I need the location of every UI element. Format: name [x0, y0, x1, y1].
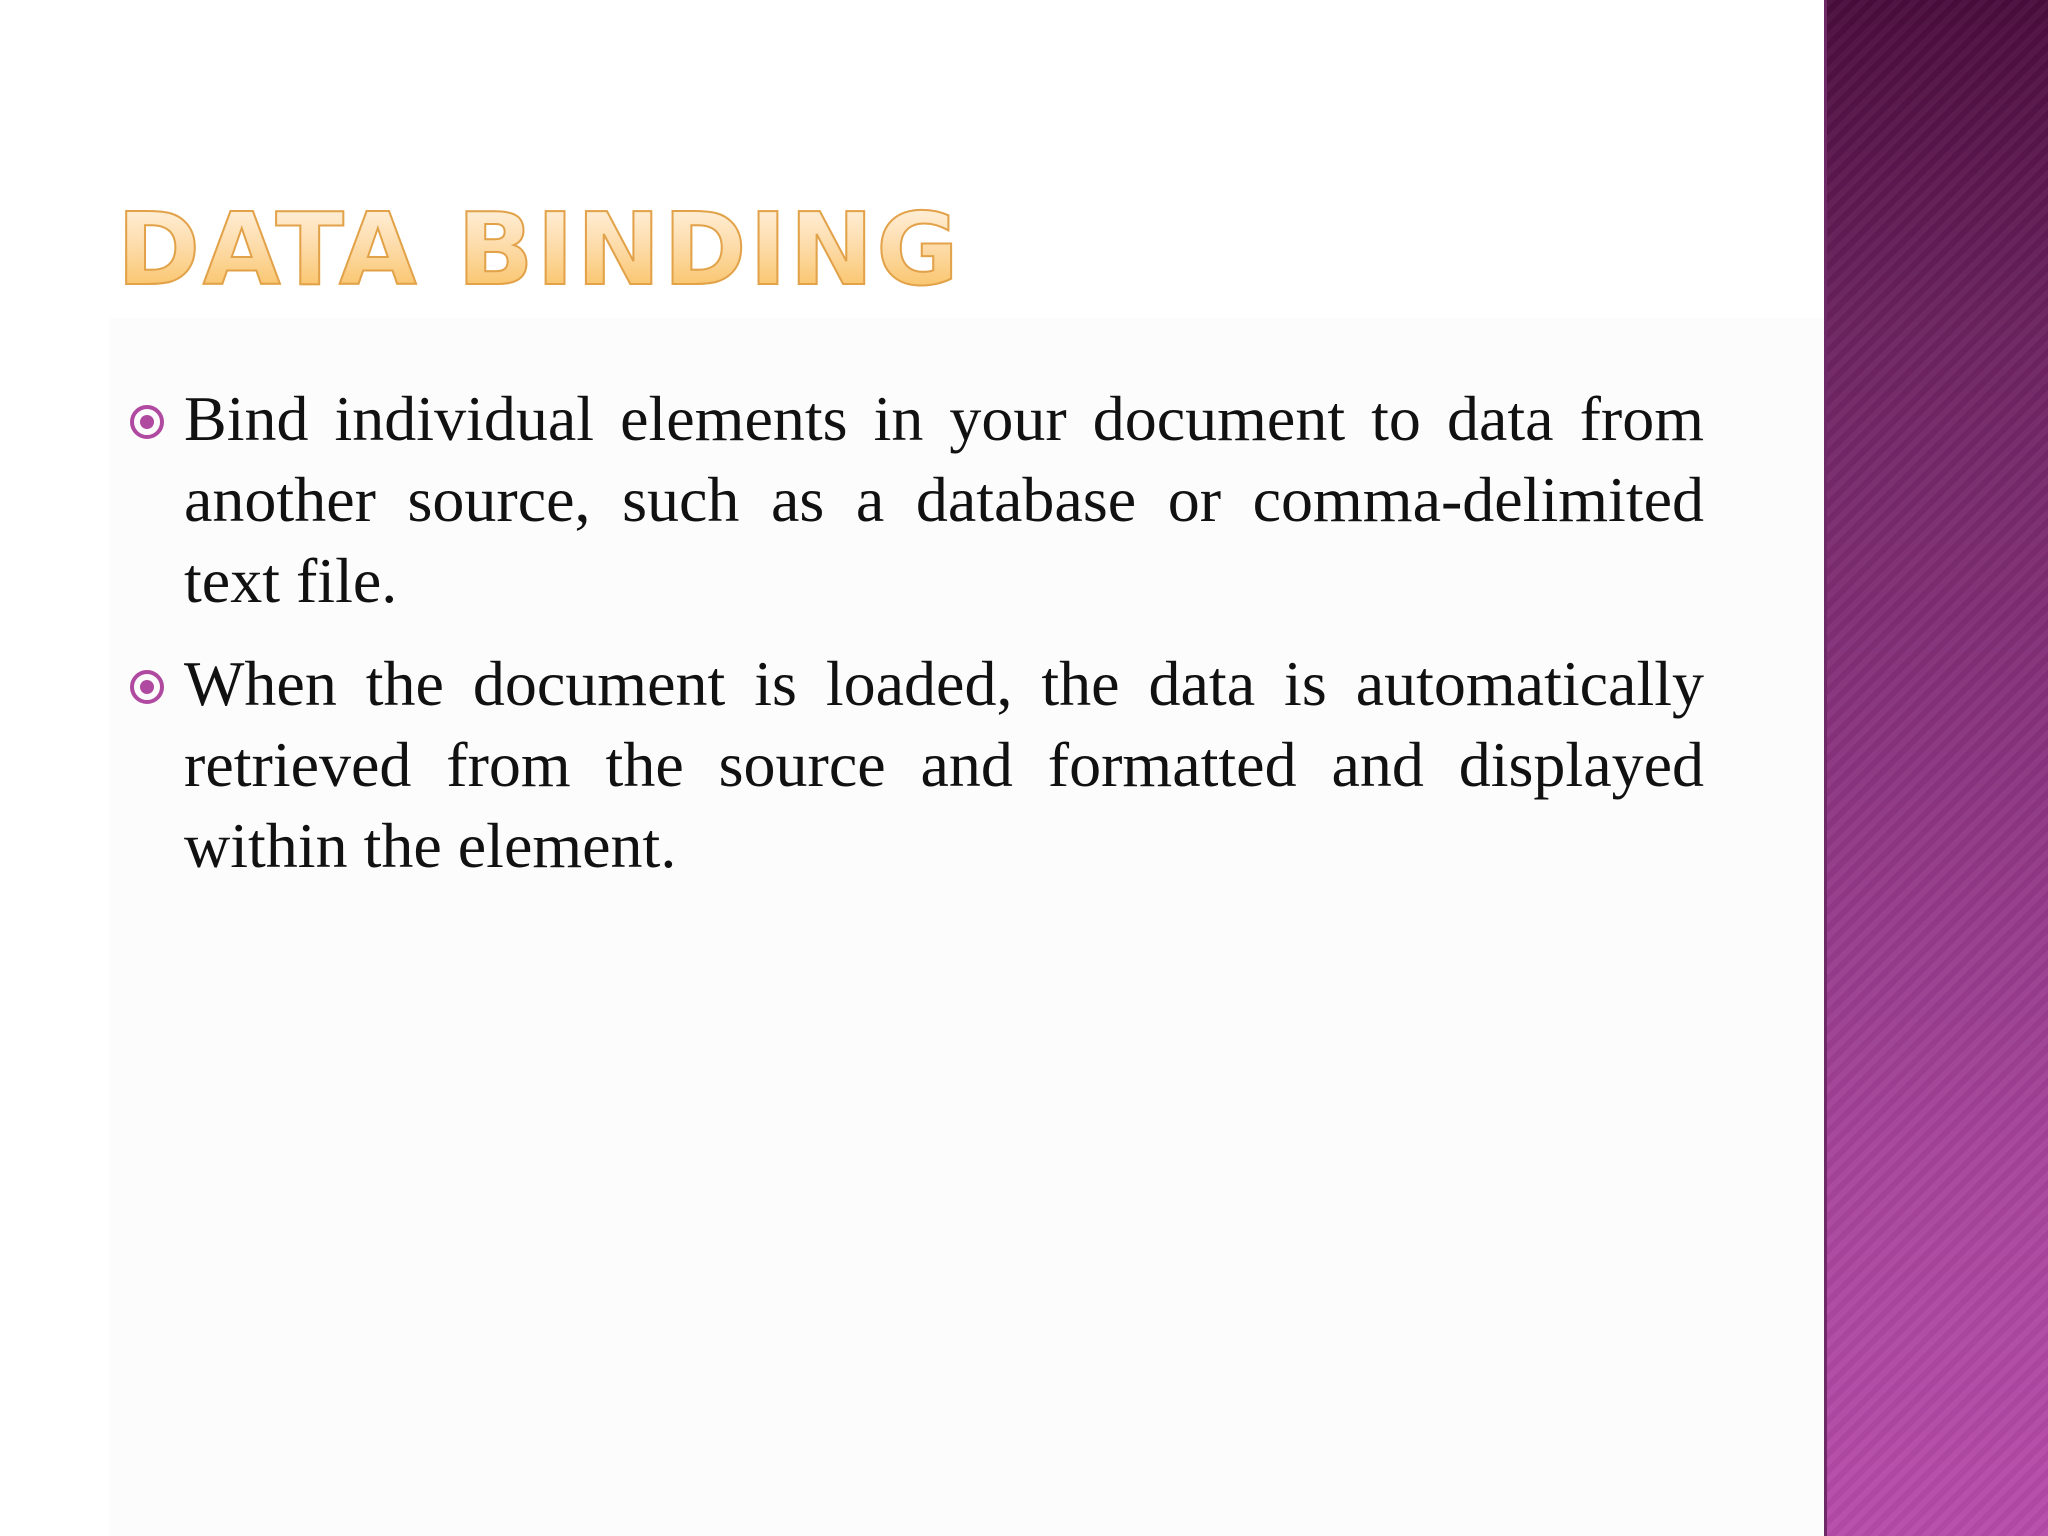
bullet-list [130, 378, 1704, 908]
circle-dot-icon [130, 670, 164, 704]
slide-title: DATA BINDING [117, 191, 962, 308]
bullet-text: Bind individual elements in your document to data from another source, such as a database or comma-delimited text file. [184, 383, 1704, 616]
circle-dot-icon [130, 405, 164, 439]
bullet-item [130, 643, 1704, 886]
bullet-item [130, 378, 1704, 621]
decorative-side-band [1824, 0, 2048, 1536]
bullet-text: When the document is loaded, the data is automatically retrieved from the source and formatted and displayed within the element. [184, 648, 1704, 881]
